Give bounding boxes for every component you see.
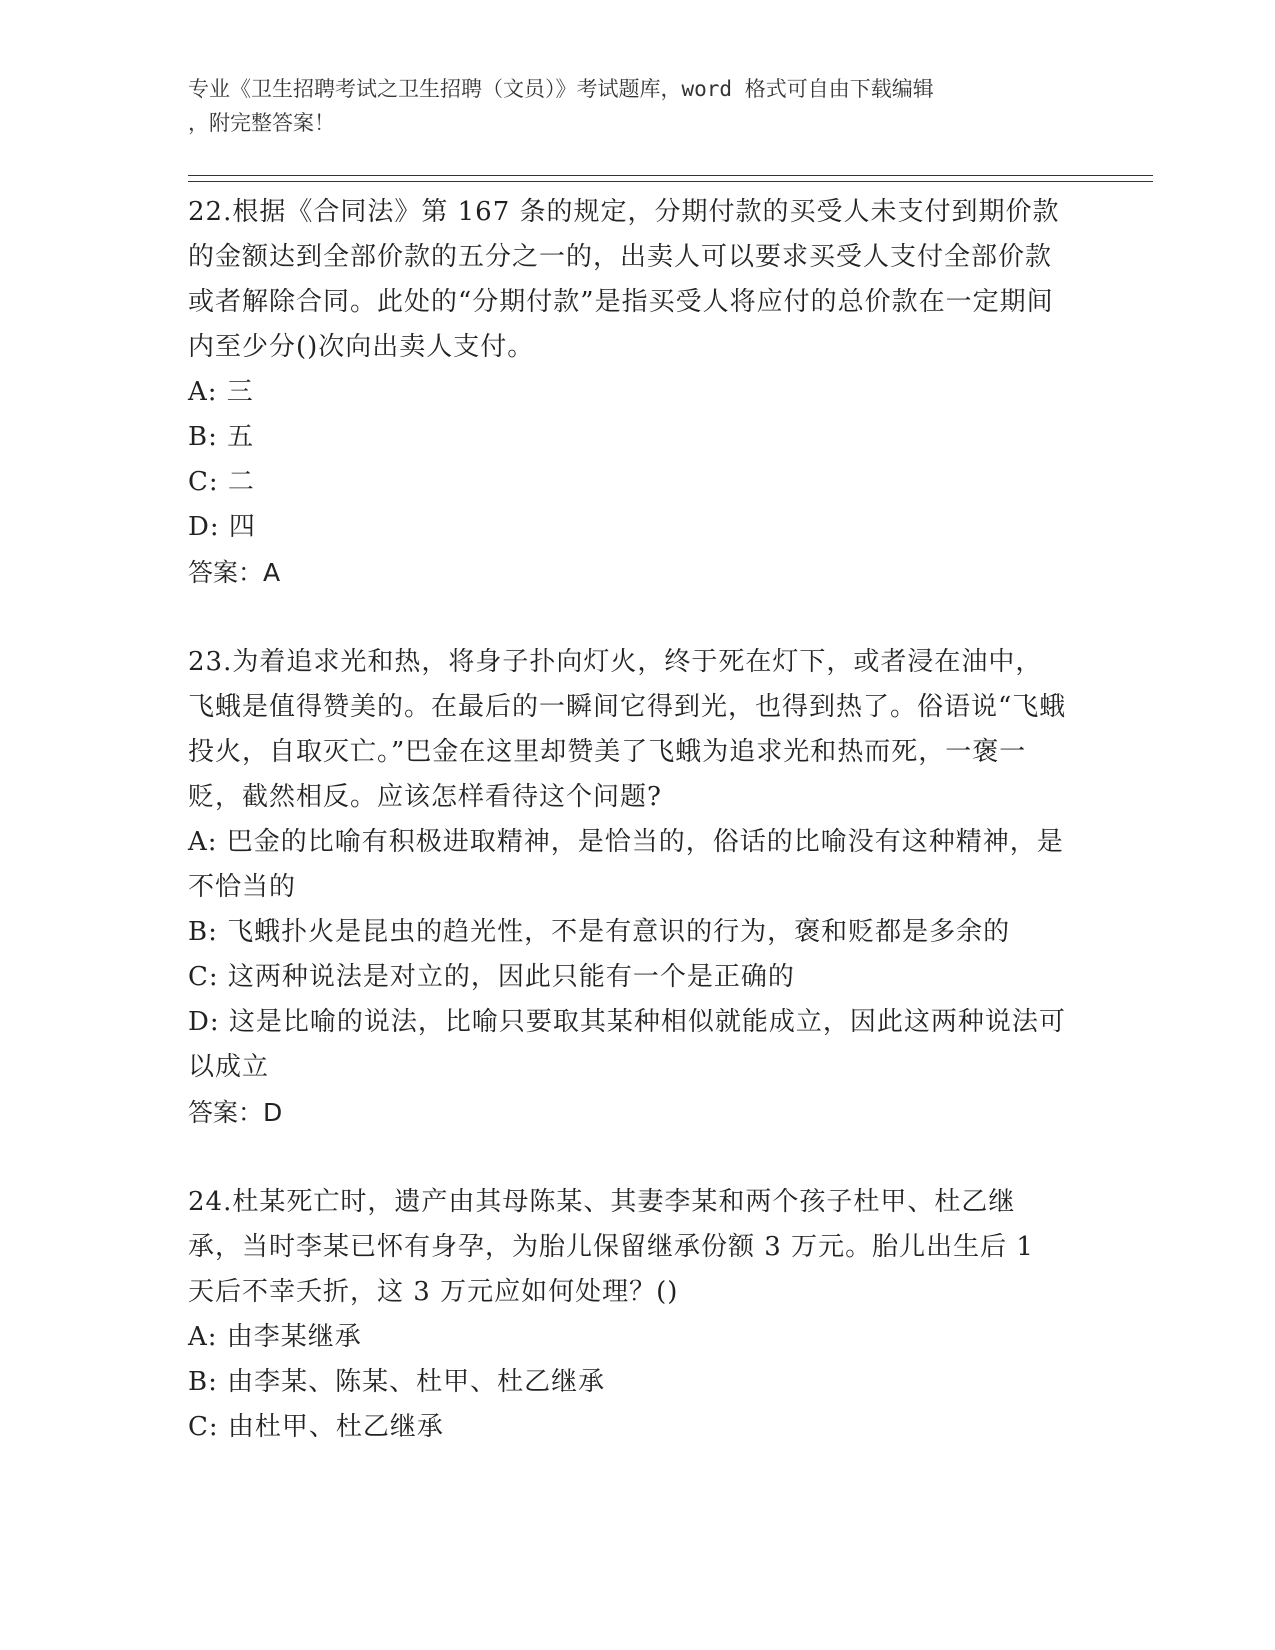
option-c: C: 由杜甲、杜乙继承 [188, 1412, 444, 1442]
question-spacer [188, 1135, 1068, 1180]
header-line-2: ，附完整答案！ [188, 111, 335, 135]
option-a: A: 巴金的比喻有积极进取精神，是恰当的，俗话的比喻没有这种精神，是不恰当的 [188, 827, 1064, 902]
option-a: A: 由李某继承 [188, 1322, 362, 1352]
question-23 [188, 640, 1068, 1135]
option-b: B: 飞蛾扑火是昆虫的趋光性，不是有意识的行为，褒和贬都是多余的 [188, 917, 1011, 947]
question-text: 22.根据《合同法》第 167 条的规定，分期付款的买受人未支付到期价款的金额达到全部价款的五分之一的，出卖人可以要求买受人支付全部价款或者解除合同。此处的“分期付款”是指买受人将应付的总价款在一定期间内至少分()次向出卖人支付。 [188, 197, 1060, 362]
question-text: 23.为着追求光和热，将身子扑向灯火，终于死在灯下，或者浸在油中，飞蛾是值得赞美的。在最后的一瞬间它得到光，也得到热了。俗语说“飞蛾投火，自取灭亡。”巴金在这里却赞美了飞蛾为追求光和热而死，一褒一贬，截然相反。应该怎样看待这个问题? [188, 647, 1067, 812]
question-24 [188, 1180, 1068, 1450]
question-spacer [188, 595, 1068, 640]
option-d: D: 四 [188, 512, 256, 542]
option-c: C: 二 [188, 467, 255, 497]
option-c: C: 这两种说法是对立的，因此只能有一个是正确的 [188, 962, 795, 992]
option-d: D: 这是比喻的说法，比喻只要取其某种相似就能成立，因此这两种说法可以成立 [188, 1007, 1066, 1082]
question-22 [188, 190, 1068, 595]
answer: 答案：D [188, 1098, 283, 1127]
option-a: A: 三 [188, 377, 254, 407]
header-line-1: 专业《卫生招聘考试之卫生招聘（文员）》考试题库，word 格式可自由下载编辑 [188, 77, 934, 101]
question-list [188, 190, 1068, 1450]
option-b: B: 五 [188, 422, 255, 452]
option-b: B: 由李某、陈某、杜甲、杜乙继承 [188, 1367, 606, 1397]
header-divider-bottom [188, 181, 1153, 182]
header-divider-top [188, 175, 1153, 176]
document-header [188, 72, 1068, 140]
question-text: 24.杜某死亡时，遗产由其母陈某、其妻李某和两个孩子杜甲、杜乙继承，当时李某已怀有身孕，为胎儿保留继承份额 3 万元。胎儿出生后 1 天后不幸夭折，这 3 万元应如何处理？() [188, 1187, 1034, 1307]
answer: 答案：A [188, 558, 281, 587]
